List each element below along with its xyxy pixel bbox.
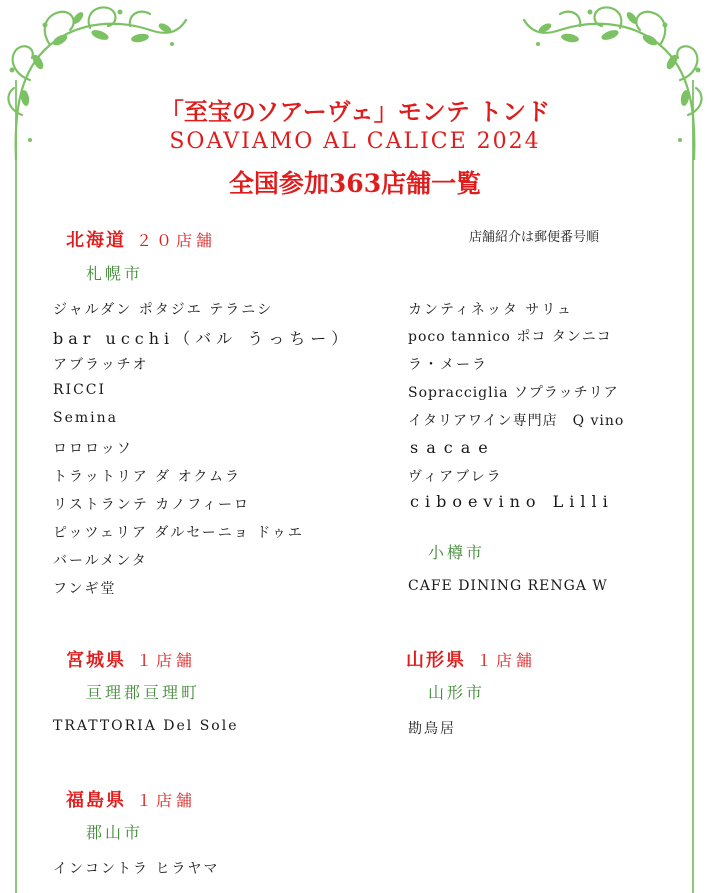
shop-item: イタリアワイン専門店 Q vino <box>408 413 625 429</box>
city-yamagata: 山形市 <box>428 683 486 702</box>
city-koriyama: 郡山市 <box>86 823 144 842</box>
shop-item: Semina <box>53 410 118 426</box>
shop-item: カンティネッタ サリュ <box>408 302 573 318</box>
shop-item: poco tannico ポコ タンニコ <box>408 329 612 345</box>
prefecture-name: 北海道 <box>66 230 126 251</box>
shop-item: bar ucchi（バル うっちー） <box>53 329 353 348</box>
frame-border-left <box>15 80 17 893</box>
page-title: 「至宝のソアーヴェ」モンテ トンド <box>159 97 551 126</box>
list-heading: 全国参加363店舗一覧 <box>228 169 482 198</box>
shop-count: １店舗 <box>476 651 537 670</box>
shop-item: TRATTORIA Del Sole <box>53 718 239 734</box>
prefecture-yamagata <box>406 646 536 672</box>
shop-item: インコントラ ヒラヤマ <box>53 861 220 877</box>
city-sapporo: 札幌市 <box>86 264 144 283</box>
city-watari: 亘理郡亘理町 <box>86 683 201 702</box>
prefecture-miyagi <box>66 646 196 672</box>
shop-item: ラ・メーラ <box>408 357 488 373</box>
shop-item: ciboevino Lilli <box>410 492 614 511</box>
sort-note: 店舗紹介は郵便番号順 <box>469 230 600 245</box>
event-subtitle: SOAVIAMO AL CALICE 2024 <box>169 129 541 154</box>
prefecture-name: 福島県 <box>66 790 126 811</box>
frame-border-right <box>692 80 694 893</box>
shop-item: 勘鳥居 <box>408 721 456 737</box>
shop-item: Sopracciglia ソプラッチリア <box>408 385 619 401</box>
shop-item: ヴィアブレラ <box>408 469 503 485</box>
shop-item: バールメンタ <box>53 553 148 569</box>
shop-item: sacae <box>410 438 496 457</box>
prefecture-hokkaido <box>66 226 216 252</box>
shop-item: トラットリア ダ オクムラ <box>53 469 242 485</box>
prefecture-name: 宮城県 <box>66 650 126 671</box>
prefecture-name: 山形県 <box>406 650 466 671</box>
shop-item: CAFE DINING RENGA W <box>408 578 608 594</box>
prefecture-fukushima <box>66 786 196 812</box>
city-otaru: 小樽市 <box>428 543 486 562</box>
shop-item: ジャルダン ポタジエ テラニシ <box>53 302 274 318</box>
shop-item: ピッツェリア ダルセーニョ ドゥエ <box>53 525 304 541</box>
shop-item: フンギ堂 <box>53 581 117 597</box>
shop-item: ロロロッソ <box>53 441 133 457</box>
shop-count: １店舗 <box>136 791 197 810</box>
shop-item: アブラッチオ <box>53 357 149 373</box>
shop-item: RICCI <box>53 382 107 398</box>
shop-item: リストランテ カノフィーロ <box>53 497 251 513</box>
shop-count: ２０店舗 <box>136 231 217 250</box>
shop-count: １店舗 <box>136 651 197 670</box>
